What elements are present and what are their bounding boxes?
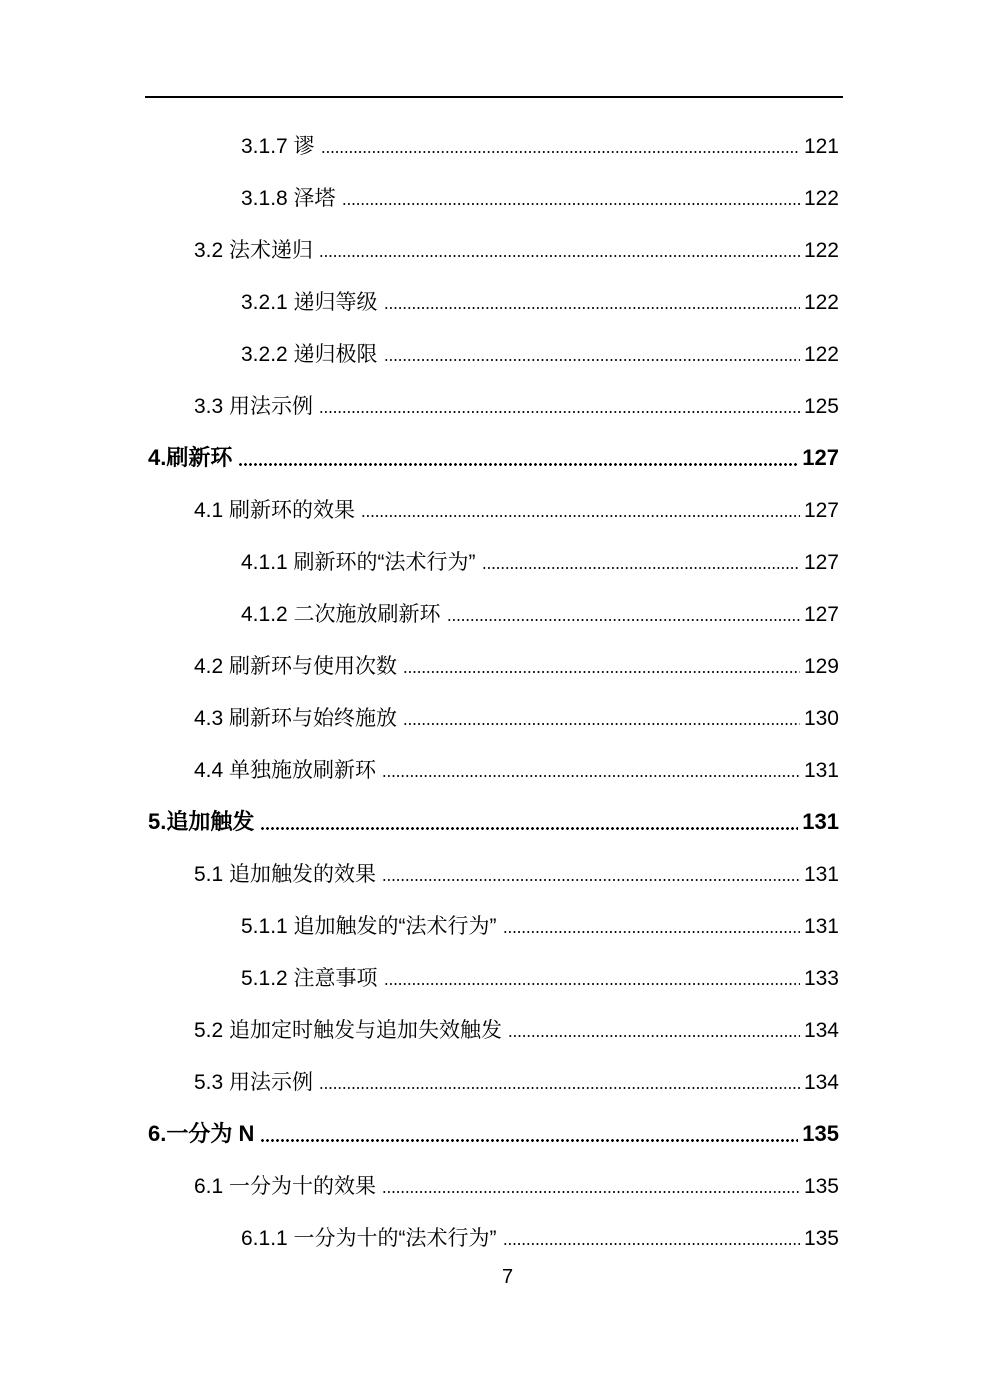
toc-entry-page: 125 [803,394,839,418]
dot-leader [260,825,798,831]
toc-entry[interactable] [241,536,839,588]
toc-entry-page: 122 [803,290,839,314]
dot-leader [382,773,800,779]
toc-entry[interactable] [194,848,839,900]
dot-leader [382,877,800,883]
toc-entry-page: 129 [803,654,839,678]
toc-entry[interactable] [194,484,839,536]
dot-leader [319,253,800,259]
dot-leader [319,1085,800,1091]
toc-entry-page: 133 [803,966,839,990]
dot-leader [384,305,800,311]
toc-entry-label: 5.1 追加触发的效果 [194,862,377,886]
toc-entry[interactable] [241,1212,839,1264]
toc-entry-page: 135 [803,1174,839,1198]
toc-entry-page: 135 [803,1226,839,1250]
toc-entry-page: 127 [803,498,839,522]
toc-entry-page: 134 [803,1018,839,1042]
dot-leader [503,1241,800,1247]
toc-entry-label: 3.2.1 递归等级 [241,290,378,314]
toc-entry-page: 135 [802,1121,839,1146]
toc-entry[interactable] [148,432,839,484]
dot-leader [321,149,800,155]
dot-leader [403,721,800,727]
toc-entry[interactable] [241,276,839,328]
toc-entry-label: 3.1.7 谬 [241,134,315,158]
toc-entry-label: 4.1.2 二次施放刷新环 [241,602,441,626]
toc-entry-page: 131 [803,758,839,782]
dot-leader [382,1189,800,1195]
toc-entry[interactable] [194,1160,839,1212]
toc-entry-label: 4.1 刷新环的效果 [194,498,356,522]
toc-entry-page: 127 [802,445,839,470]
toc-entry[interactable] [148,796,839,848]
toc-entry[interactable] [194,640,839,692]
toc-entry[interactable] [241,120,839,172]
toc-entry-page: 131 [803,862,839,886]
toc-entry-label: 4.4 单独施放刷新环 [194,758,377,782]
toc-entry-page: 122 [803,342,839,366]
page-number: 7 [501,1266,514,1288]
toc-entry-label: 5.3 用法示例 [194,1070,314,1094]
dot-leader [319,409,800,415]
dot-leader [447,617,800,623]
dot-leader [361,513,800,519]
dot-leader [503,929,800,935]
dot-leader [384,357,800,363]
toc-entry-label: 6.一分为 N [148,1121,255,1146]
toc-entry-page: 130 [803,706,839,730]
dot-leader [238,461,798,467]
toc-entry-label: 3.3 用法示例 [194,394,314,418]
toc-entry[interactable] [241,328,839,380]
toc-entry[interactable] [194,1056,839,1108]
toc-entry[interactable] [241,900,839,952]
toc-entry-label: 5.1.2 注意事项 [241,966,378,990]
toc-entry[interactable] [241,172,839,224]
toc-entry-page: 131 [803,914,839,938]
header-rule [145,96,843,98]
toc-entry[interactable] [194,1004,839,1056]
toc-entry-page: 122 [803,238,839,262]
toc-entry[interactable] [241,588,839,640]
toc-entry[interactable] [148,1108,839,1160]
toc-entry-page: 122 [803,186,839,210]
toc-entry-page: 134 [803,1070,839,1094]
toc-entry-page: 127 [803,602,839,626]
toc-entry-label: 5.2 追加定时触发与追加失效触发 [194,1018,503,1042]
toc-entry-page: 127 [803,550,839,574]
toc-entry[interactable] [194,744,839,796]
toc-entry-label: 4.1.1 刷新环的“法术行为” [241,550,476,574]
toc-entry[interactable] [194,692,839,744]
toc-entry-page: 121 [803,134,839,158]
dot-leader [403,669,800,675]
toc-entry-label: 4.3 刷新环与始终施放 [194,706,398,730]
toc-entry[interactable] [241,952,839,1004]
toc-entry-label: 4.刷新环 [148,445,233,470]
dot-leader [384,981,800,987]
dot-leader [260,1137,798,1143]
toc-entry-label: 3.2 法术递归 [194,238,314,262]
toc-entry-label: 4.2 刷新环与使用次数 [194,654,398,678]
toc-entry-page: 131 [802,809,839,834]
toc-entry-label: 6.1.1 一分为十的“法术行为” [241,1226,497,1250]
toc-entry[interactable] [194,224,839,276]
dot-leader [342,201,800,207]
toc-entry-label: 6.1 一分为十的效果 [194,1174,377,1198]
toc-entry-label: 5.追加触发 [148,809,255,834]
dot-leader [482,565,800,571]
toc-entry[interactable] [194,380,839,432]
toc-entry-label: 3.1.8 泽塔 [241,186,336,210]
toc-entry-label: 5.1.1 追加触发的“法术行为” [241,914,497,938]
dot-leader [508,1033,800,1039]
toc-entry-label: 3.2.2 递归极限 [241,342,378,366]
